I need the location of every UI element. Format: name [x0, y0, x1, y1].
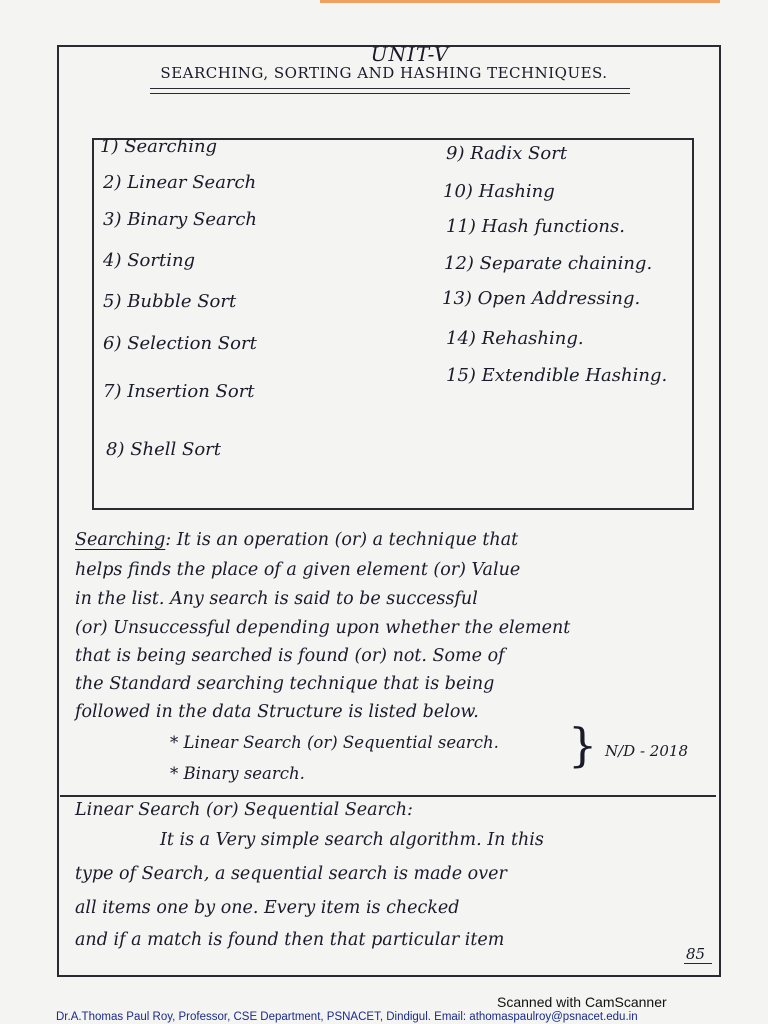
curly-brace: }	[568, 718, 598, 772]
topic-item: 5) Bubble Sort	[103, 291, 237, 312]
bullet-item: * Linear Search (or) Sequential search.	[170, 733, 499, 752]
footer-credit: Dr.A.Thomas Paul Roy, Professor, CSE Department, PSNACET, Dindigul. Email: athomaspaulroy@psnacet.edu.in	[56, 1011, 638, 1023]
page-number: 85	[686, 945, 706, 963]
unit-heading: UNIT-V	[370, 42, 450, 66]
searching-line: Searching: It is an operation (or) a technique that	[75, 530, 519, 550]
topic-item: 8) Shell Sort	[106, 439, 222, 460]
section-divider	[60, 795, 716, 797]
linear-line: all items one by one. Every item is checked	[75, 898, 460, 918]
scan-edge-stripe	[320, 0, 720, 3]
topic-item: 15) Extendible Hashing.	[446, 365, 668, 386]
searching-line: (or) Unsuccessful depending upon whether the element	[75, 618, 571, 638]
topic-item: 10) Hashing	[443, 181, 555, 202]
topic-item: 2) Linear Search	[103, 172, 257, 193]
exam-tag: N/D - 2018	[605, 742, 688, 760]
searching-line: that is being searched is found (or) not. Some of	[75, 646, 505, 666]
linear-line: and if a match is found then that particular item	[75, 930, 505, 950]
scanner-watermark: Scanned with CamScanner	[497, 994, 667, 1010]
topic-item: 7) Insertion Sort	[103, 381, 255, 402]
topic-item: 3) Binary Search	[103, 209, 257, 230]
linear-heading: Linear Search (or) Sequential Search:	[75, 800, 413, 820]
searching-line: the Standard searching technique that is being	[75, 674, 495, 694]
searching-line: in the list. Any search is said to be successful	[75, 589, 478, 609]
linear-line: It is a Very simple search algorithm. In this	[160, 830, 544, 850]
topic-item: 11) Hash functions.	[446, 216, 625, 237]
topic-item: 14) Rehashing.	[446, 328, 584, 349]
searching-line: helps finds the place of a given element (or) Value	[75, 560, 521, 580]
topic-item: 4) Sorting	[103, 250, 196, 271]
bullet-item: * Binary search.	[170, 764, 305, 783]
page-number-underline	[684, 963, 712, 964]
topic-item: 12) Separate chaining.	[444, 253, 653, 274]
topic-item: 9) Radix Sort	[446, 143, 568, 164]
title-underline-2	[150, 93, 630, 94]
topic-item: 6) Selection Sort	[103, 333, 257, 354]
title-underline-1	[150, 88, 630, 89]
linear-line: type of Search, a sequential search is made over	[75, 864, 507, 884]
searching-heading: Searching	[75, 530, 166, 550]
page-title: SEARCHING, SORTING AND HASHING TECHNIQUES.	[160, 64, 608, 82]
searching-line: followed in the data Structure is listed below.	[75, 702, 479, 722]
topic-item: 13) Open Addressing.	[442, 288, 641, 309]
topic-item: 1) Searching	[100, 136, 218, 157]
